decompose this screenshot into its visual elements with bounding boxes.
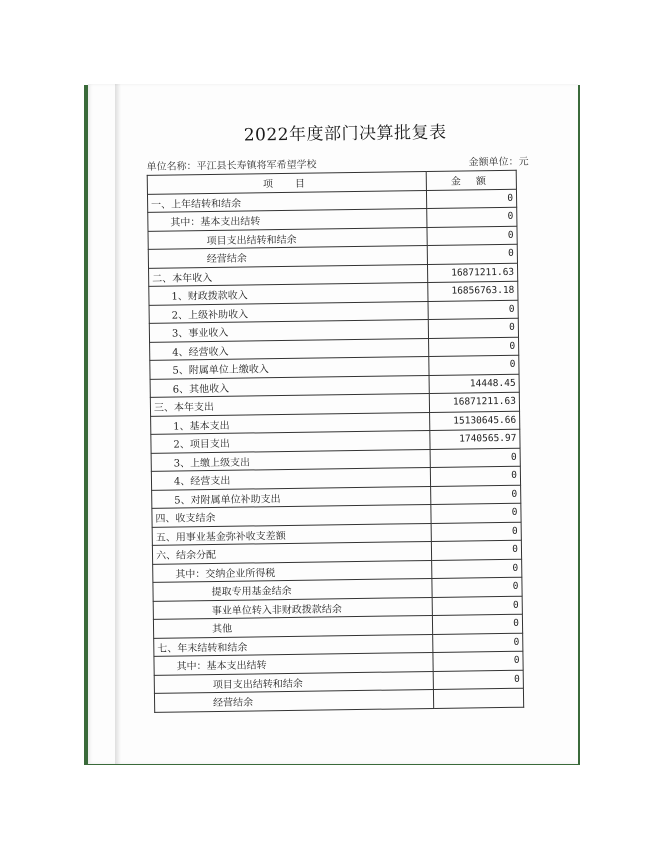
row-label: 1、财政拨款收入 — [149, 282, 428, 304]
row-label: 6、其他收入 — [150, 375, 429, 397]
row-label: 3、事业收入 — [149, 319, 428, 341]
table-body — [147, 189, 523, 712]
row-amount: 0 — [433, 670, 523, 690]
row-amount: 1740565.97 — [430, 429, 520, 449]
row-amount: 0 — [433, 633, 523, 653]
document — [140, 119, 540, 713]
row-label: 其中：基本支出结转 — [154, 652, 433, 674]
row-label: 4、经营收入 — [150, 338, 429, 360]
row-amount — [434, 688, 524, 708]
row-label: 3、上缴上级支出 — [151, 449, 430, 471]
row-label: 2、上级补助收入 — [149, 301, 428, 323]
row-amount: 0 — [432, 540, 522, 560]
row-label: 六、结余分配 — [152, 541, 431, 563]
row-label: 4、经营支出 — [151, 467, 430, 489]
row-amount: 0 — [430, 466, 520, 486]
row-label: 其中：交纳企业所得税 — [153, 560, 432, 582]
row-label: 项目支出结转和结余 — [154, 671, 433, 693]
row-label: 项目支出结转和结余 — [148, 227, 427, 249]
paper-fold-shadow — [115, 84, 121, 764]
row-label: 四、收支结余 — [152, 504, 431, 526]
row-amount: 14448.45 — [429, 374, 519, 394]
row-label: 经营结余 — [154, 689, 433, 711]
row-amount: 16856763.18 — [428, 281, 518, 301]
row-label: 二、本年收入 — [149, 264, 428, 286]
row-label: 一、上年结转和结余 — [147, 190, 426, 212]
row-amount: 0 — [427, 244, 517, 264]
document-title: 2022年度部门决算批复表 — [243, 122, 447, 146]
row-amount: 0 — [427, 207, 517, 227]
row-label: 其他 — [153, 615, 432, 637]
row-label: 5、对附属单位补助支出 — [152, 486, 431, 508]
row-label: 其中：基本支出结转 — [148, 209, 427, 231]
row-label: 五、用事业基金弥补收支差额 — [152, 523, 431, 545]
row-label: 经营结余 — [148, 245, 427, 267]
row-amount: 0 — [433, 614, 523, 634]
row-amount: 0 — [428, 300, 518, 320]
header-amount: 金 额 — [426, 170, 516, 190]
unit-name: 单位名称：平江县长寿镇将军希望学校 — [146, 159, 317, 173]
row-label: 事业单位转入非财政拨款结余 — [153, 597, 432, 619]
row-amount: 0 — [433, 651, 523, 671]
row-label: 三、本年支出 — [150, 393, 429, 415]
row-amount: 15130645.66 — [430, 411, 520, 431]
row-amount: 0 — [431, 522, 521, 542]
header-item: 项 目 — [147, 172, 426, 194]
row-amount: 0 — [432, 577, 522, 597]
budget-table — [147, 170, 524, 713]
row-amount: 0 — [430, 448, 520, 468]
row-amount: 0 — [431, 503, 521, 523]
row-amount: 0 — [429, 355, 519, 375]
row-amount: 0 — [427, 189, 517, 209]
row-amount: 0 — [427, 226, 517, 246]
row-label: 5、附属单位上缴收入 — [150, 356, 429, 378]
row-amount: 0 — [429, 337, 519, 357]
row-label: 2、项目支出 — [151, 430, 430, 452]
row-label: 七、年末结转和结余 — [154, 634, 433, 656]
row-label: 提取专用基金结余 — [153, 578, 432, 600]
row-amount: 0 — [432, 596, 522, 616]
row-amount: 16871211.63 — [428, 263, 518, 283]
row-amount: 0 — [432, 559, 522, 579]
row-amount: 0 — [428, 318, 518, 338]
row-label: 1、基本支出 — [151, 412, 430, 434]
row-amount: 16871211.63 — [429, 392, 519, 412]
currency-unit: 金额单位：元 — [468, 156, 529, 169]
row-amount: 0 — [431, 485, 521, 505]
